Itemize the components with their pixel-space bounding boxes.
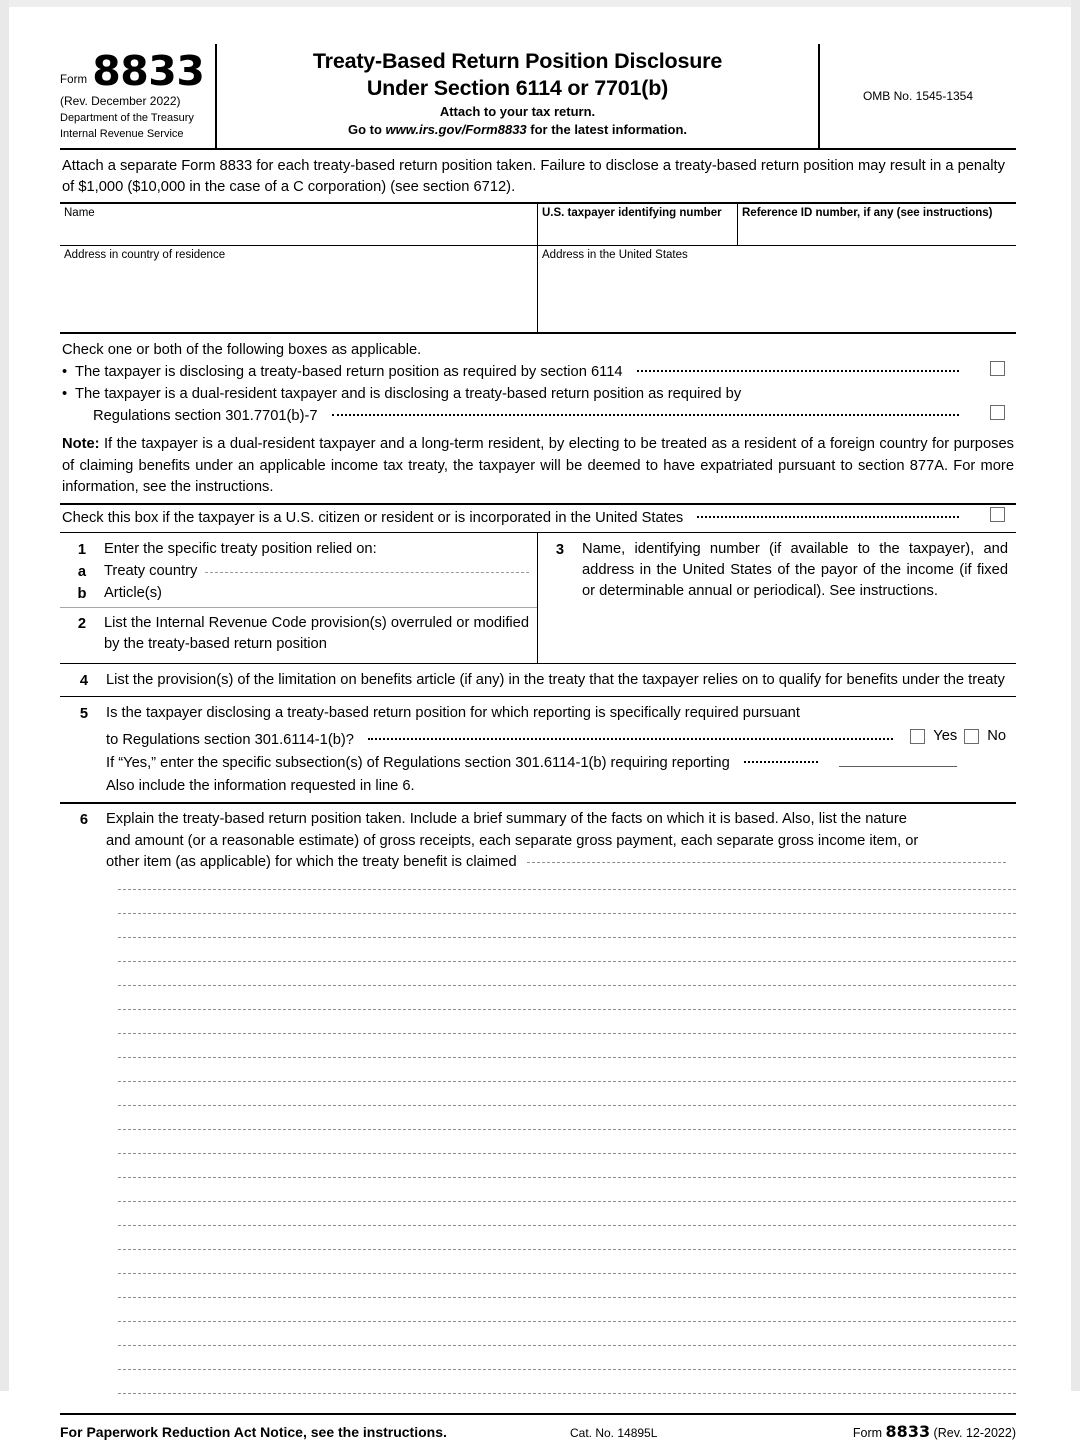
bullet-icon: • xyxy=(62,364,68,380)
treasury-department-label: Department of the Treasury xyxy=(60,112,194,124)
leader-dots xyxy=(332,406,959,420)
line-6-write-in-row[interactable] xyxy=(118,1359,1016,1383)
line-6-write-in-row[interactable] xyxy=(118,1287,1016,1311)
line-1b-number: b xyxy=(77,585,87,602)
line-6-write-in-row[interactable] xyxy=(118,879,1016,903)
form-number: 8833 xyxy=(92,47,205,95)
line-1a-label: Treaty country xyxy=(104,562,198,579)
address-residence-label: Address in country of residence xyxy=(64,249,226,261)
lines-1-2-column xyxy=(60,533,538,663)
line-1b xyxy=(60,583,537,605)
line-6-write-in-row[interactable] xyxy=(118,1047,1016,1071)
line-6-text-1: Explain the treaty-based return position taken. Include a brief summary of the facts on which it is based. Also, list the nature xyxy=(106,811,907,827)
disclosure-option-dual-resident-label: The taxpayer is a dual-resident taxpayer and is disclosing a treaty-based return position as required by xyxy=(75,386,742,402)
line-6-write-in-row[interactable] xyxy=(118,1215,1016,1239)
dual-resident-note xyxy=(60,431,1016,505)
leader-dots xyxy=(697,508,959,522)
line-6-explanation-input[interactable] xyxy=(527,853,1006,866)
line-4-number: 4 xyxy=(79,672,89,689)
note-text: If the taxpayer is a dual-resident taxpayer and a long-term resident, by electing to be treated as a resident of a foreign country for purposes of claiming benefits under an applicable income tax treaty, the taxpayer will be deemed to have expatriated pursuant to section 877A. For more information, see the instructions. xyxy=(62,436,1014,495)
disclosure-option-6114 xyxy=(62,361,1014,383)
line-6-text-3: other item (as applicable) for which the treaty benefit is claimed xyxy=(106,854,517,870)
line-6-write-in-row[interactable] xyxy=(118,951,1016,975)
line-6-write-in-row[interactable] xyxy=(118,1119,1016,1143)
line-2-text: List the Internal Revenue Code provision(s) overruled or modified by the treaty-based return position xyxy=(104,614,529,652)
line-6-write-in-lines xyxy=(60,874,1016,1407)
line-5-yes-label: Yes xyxy=(933,728,958,744)
line-5-text-4: Also include the information requested in line 6. xyxy=(106,778,415,794)
checkbox-line5-no[interactable] xyxy=(964,729,979,744)
line-6-write-in-row[interactable] xyxy=(118,1239,1016,1263)
line-4-text: List the provision(s) of the limitation on benefits article (if any) in the treaty that the taxpayer relies on to qualify for benefits under the treaty xyxy=(106,671,1005,688)
goto-prefix: Go to xyxy=(347,122,386,137)
lines-1-2-3-block xyxy=(60,533,1016,664)
line-1-number: 1 xyxy=(77,541,87,558)
form-footer xyxy=(60,1413,1016,1441)
header-title-block xyxy=(217,44,820,148)
form-word-label: Form xyxy=(60,74,88,86)
header-form-identity xyxy=(60,44,217,148)
disclosure-checkbox-block xyxy=(60,334,1016,431)
line-6-write-in-row[interactable] xyxy=(118,1095,1016,1119)
goto-suffix: for the latest information. xyxy=(526,122,687,137)
line-1a-number: a xyxy=(77,563,87,580)
form-title-line2: Under Section 6114 or 7701(b) xyxy=(366,76,669,100)
scan-edge-right xyxy=(1071,0,1080,1391)
line-3 xyxy=(538,539,1016,602)
line-5-text-3: If “Yes,” enter the specific subsection(s) of Regulations section 301.6114-1(b) requiring reporting xyxy=(106,755,730,771)
goto-url-line xyxy=(223,121,812,139)
line-6-write-in-row[interactable] xyxy=(118,903,1016,927)
checkbox-section-6114[interactable] xyxy=(990,361,1005,376)
us-citizen-check-row xyxy=(60,505,1016,533)
line-1-text: Enter the specific treaty position relied on: xyxy=(104,540,377,557)
address-us-cell[interactable] xyxy=(538,246,1016,332)
disclosure-option-dual-resident-label2: Regulations section 301.7701(b)-7 xyxy=(93,408,318,424)
footer-form-number xyxy=(853,1422,1016,1441)
line-6-number: 6 xyxy=(79,812,89,828)
us-citizen-check-label: Check this box if the taxpayer is a U.S. citizen or resident or is incorporated in the United States xyxy=(62,509,684,526)
line-5-text-2: to Regulations section 301.6114-1(b)? xyxy=(106,732,354,748)
reference-id-label: Reference ID number, if any (see instructions) xyxy=(742,207,993,219)
checkbox-us-citizen-resident[interactable] xyxy=(990,507,1005,522)
name-label: Name xyxy=(64,207,95,219)
tin-field-cell[interactable] xyxy=(538,204,738,245)
reference-id-field-cell[interactable] xyxy=(738,204,1016,245)
line-5-subsection-input[interactable] xyxy=(839,754,957,767)
footer-form-num: 8833 xyxy=(885,1421,931,1441)
note-label: Note: xyxy=(62,436,100,452)
disclosure-option-dual-resident xyxy=(62,383,1014,427)
line-6-write-in-row[interactable] xyxy=(118,1023,1016,1047)
line-2 xyxy=(60,613,537,655)
line-1b-label: Article(s) xyxy=(104,584,162,601)
line-6-write-in-row[interactable] xyxy=(118,1383,1016,1407)
line-6-write-in-row[interactable] xyxy=(118,999,1016,1023)
checkbox-block-intro: Check one or both of the following boxes as applicable. xyxy=(62,342,422,358)
line-3-number: 3 xyxy=(555,541,565,558)
checkbox-line5-yes[interactable] xyxy=(910,729,925,744)
attach-separate-form-notice: Attach a separate Form 8833 for each treaty-based return position taken. Failure to disclose a treaty-based return position may result in a penalty of $1,000 ($10,000 in the case of a C corporation) (see section 6712). xyxy=(60,150,1016,204)
catalog-number: Cat. No. 14895L xyxy=(570,1425,658,1440)
leader-dots xyxy=(637,362,959,376)
footer-form-prefix: Form xyxy=(852,1425,886,1440)
leader-dots xyxy=(744,753,818,767)
line-6-write-in-row[interactable] xyxy=(118,1071,1016,1095)
line-4-block xyxy=(60,664,1016,698)
disclosure-option-6114-label: The taxpayer is disclosing a treaty-based return position as required by section 6114 xyxy=(75,364,623,380)
line-5-yes-no-group xyxy=(902,725,1006,748)
line-1a-input[interactable] xyxy=(205,562,529,575)
scan-edge-left xyxy=(0,0,9,1391)
line-6-write-in-row[interactable] xyxy=(118,1335,1016,1359)
line-6-block xyxy=(60,804,1016,874)
line-6-write-in-row[interactable] xyxy=(118,1191,1016,1215)
line-6-write-in-row[interactable] xyxy=(118,1143,1016,1167)
identity-row-name xyxy=(60,204,1016,246)
form-header xyxy=(60,44,1016,150)
line-6-write-in-row[interactable] xyxy=(118,1311,1016,1335)
line-2-block xyxy=(60,608,537,663)
line-1a xyxy=(60,561,537,583)
line-5-text-1: Is the taxpayer disclosing a treaty-based return position for which reporting is specifically required pursuant xyxy=(106,705,800,721)
address-residence-cell[interactable] xyxy=(60,246,538,332)
name-field-cell[interactable] xyxy=(60,204,538,245)
form-number-line xyxy=(60,44,207,95)
irs-label: Internal Revenue Service xyxy=(60,127,184,140)
line-3-column[interactable] xyxy=(538,533,1016,663)
line-6-write-in-row[interactable] xyxy=(118,1263,1016,1287)
identity-row-address xyxy=(60,246,1016,334)
line-6-write-in-row[interactable] xyxy=(118,1167,1016,1191)
omb-number: OMB No. 1545-1354 xyxy=(862,89,974,103)
form-revision-date: (Rev. December 2022) xyxy=(60,94,181,108)
line-2-number: 2 xyxy=(77,615,87,632)
line-5-block xyxy=(60,697,1016,804)
header-omb-block xyxy=(820,44,1016,148)
checkbox-section-301-7701b7[interactable] xyxy=(990,405,1005,420)
paperwork-reduction-notice: For Paperwork Reduction Act Notice, see the instructions. xyxy=(60,1423,447,1440)
line-1 xyxy=(60,539,537,561)
scan-edge-top xyxy=(0,0,1080,7)
tin-label: U.S. taxpayer identifying number xyxy=(542,207,722,219)
line-6-text-2: and amount (or a reasonable estimate) of gross receipts, each separate gross payment, each separate gross income item, or xyxy=(106,832,919,849)
line-1-block xyxy=(60,533,537,607)
address-us-label: Address in the United States xyxy=(542,249,688,261)
attach-instruction: Attach to your tax return. xyxy=(439,104,596,119)
irs-url-link[interactable]: www.irs.gov/Form8833 xyxy=(385,122,527,137)
line-6-write-in-row[interactable] xyxy=(118,975,1016,999)
line-3-text: Name, identifying number (if available to the taxpayer), and address in the United States of the payor of the income (if fixed or determinable annual or periodical). See instructions. xyxy=(582,540,1008,599)
line-5-number: 5 xyxy=(79,706,89,722)
line-6-write-in-row[interactable] xyxy=(118,927,1016,951)
leader-dots xyxy=(368,730,893,744)
footer-form-suffix: (Rev. 12-2022) xyxy=(930,1425,1016,1440)
line-5-no-label: No xyxy=(987,728,1006,744)
form-title-line1: Treaty-Based Return Position Disclosure xyxy=(312,49,723,73)
form-sheet xyxy=(60,44,1016,1441)
bullet-icon: • xyxy=(62,386,68,402)
